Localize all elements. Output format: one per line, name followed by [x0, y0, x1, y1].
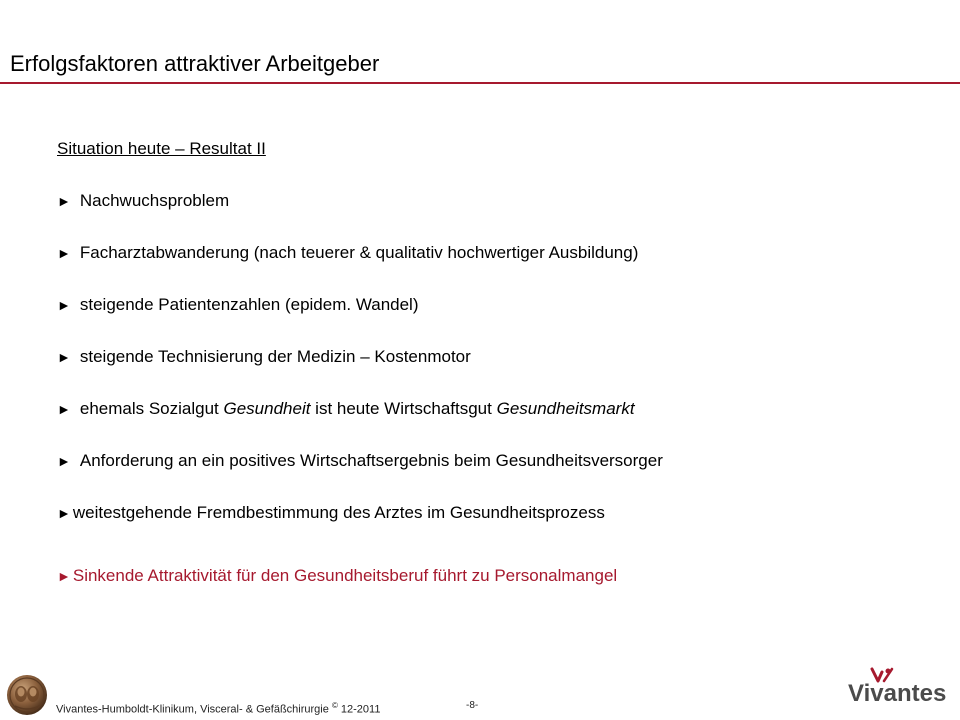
vivantes-logo	[848, 667, 948, 715]
triangle-bullet-icon: ►	[57, 505, 71, 521]
bullet-item	[57, 398, 937, 420]
seal-icon	[6, 674, 48, 716]
slide-content	[57, 138, 937, 617]
bullet-text: weitestgehende Fremdbestimmung des Arztes im Gesundheitsprozess	[72, 503, 605, 522]
triangle-bullet-icon: ►	[57, 245, 71, 261]
bullet-text: Anforderung an ein positives Wirtschaftsergebnis beim Gesundheitsversorger	[79, 451, 663, 470]
triangle-bullet-icon: ►	[57, 401, 71, 417]
bullet-text-part: ehemals Sozialgut	[79, 399, 224, 418]
bullet-item	[57, 190, 937, 212]
bullet-text: steigende Technisierung der Medizin – Kostenmotor	[79, 347, 471, 366]
bullet-item	[57, 242, 937, 264]
triangle-bullet-icon: ►	[57, 453, 71, 469]
bullet-text-part: ist heute Wirtschaftsgut	[310, 399, 497, 418]
footer-date: 12-2011	[337, 703, 381, 716]
bullet-item	[57, 294, 937, 316]
triangle-bullet-icon: ►	[57, 568, 71, 584]
title-divider	[0, 82, 960, 84]
subheading: Situation heute – Resultat II	[57, 139, 266, 158]
bullet-item	[57, 346, 937, 368]
triangle-bullet-icon: ►	[57, 297, 71, 313]
bullet-text-italic: Gesundheit	[223, 399, 311, 418]
slide-title: Erfolgsfaktoren attraktiver Arbeitgeber	[10, 51, 380, 76]
bullet-text: Sinkende Attraktivität für den Gesundheitsberuf führt zu Personalmangel	[72, 566, 618, 585]
bullet-item-highlight	[57, 565, 937, 587]
bullet-text: Facharztabwanderung (nach teuerer & qualitativ hochwertiger Ausbildung)	[79, 243, 639, 262]
bullet-text: steigende Patientenzahlen (epidem. Wandel)	[79, 295, 419, 314]
footer-institution: Vivantes-Humboldt-Klinikum, Visceral- & Gefäßchirurgie	[56, 703, 329, 716]
triangle-bullet-icon: ►	[57, 349, 71, 365]
bullet-item	[57, 450, 937, 472]
copyright-mark: ©	[331, 701, 338, 710]
bullet-text-italic: Gesundheitsmarkt	[496, 399, 635, 418]
logo-text: Vivantes	[848, 680, 947, 707]
triangle-bullet-icon: ►	[57, 193, 71, 209]
bullet-item	[57, 502, 937, 524]
page-number: -8-	[466, 700, 479, 711]
footer-text	[56, 699, 380, 717]
bullet-text: Nachwuchsproblem	[79, 191, 230, 210]
